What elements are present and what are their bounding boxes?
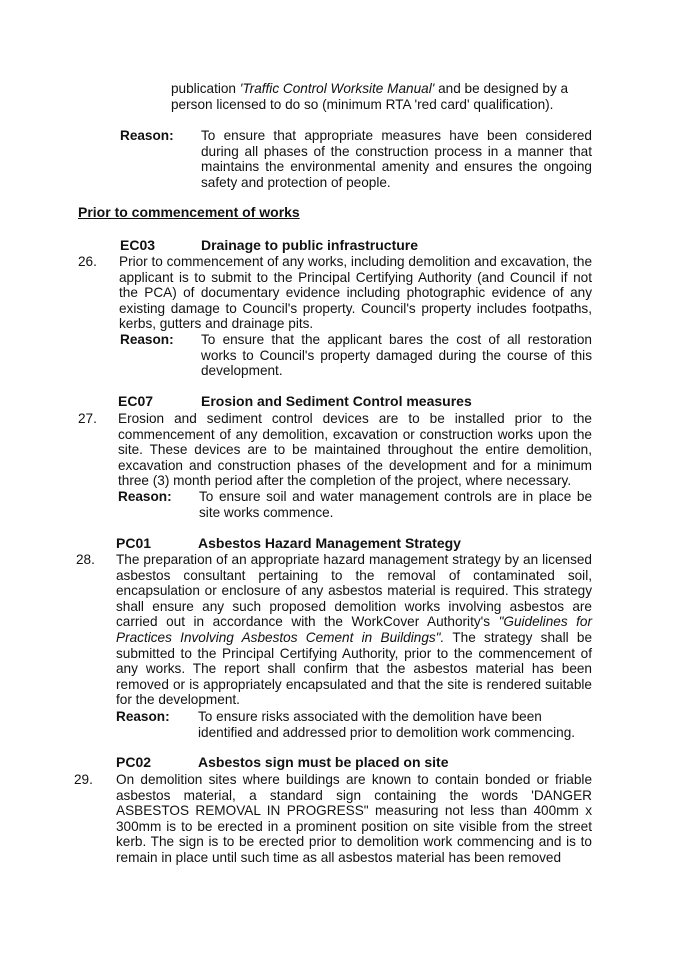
condition-reason-label: Reason: (116, 709, 170, 724)
intro-line-1-text: publication (171, 81, 240, 96)
intro-reason-text: To ensure that appropriate measures have been considered during all phases of the construction process in a manner that maintains the environmental amenity and ensures the ongoing safety and protection of people. (201, 128, 592, 190)
condition-reason-label: Reason: (118, 489, 172, 504)
condition-title: Asbestos sign must be placed on site (198, 754, 449, 770)
condition-reason-label: Reason: (120, 332, 174, 347)
condition-body-text: The preparation of an appropriate hazard management strategy by an licensed asbestos consultant pertaining to the removal of contaminated soil, encapsulation or enclosure of any asbestos material is required. This strategy shall ensure any such proposed demolition works involving asbestos are carried out in accordance with the WorkCover Authority's (116, 552, 592, 630)
condition-body (116, 552, 592, 708)
condition-number: 29. (74, 772, 93, 787)
condition-code: EC07 (118, 393, 154, 409)
manual-title: 'Traffic Control Worksite Manual' (239, 81, 435, 96)
condition-body: Prior to commencement of any works, including demolition and excavation, the applicant is to submit to the Principal Certifying Authority (and Council if not the PCA) of documentary evidence including photographic evidence of any existing damage to Council's property. Council's property includes footpaths, kerbs, gutters and drainage pits. (119, 254, 593, 332)
condition-title: Asbestos Hazard Management Strategy (198, 535, 461, 551)
condition-code: EC03 (120, 237, 156, 253)
condition-body: On demolition sites where buildings are known to contain bonded or friable asbestos material, a standard sign containing the words 'DANGER ASBESTOS REMOVAL IN PROGRESS" measuring not less than 400mm x 300mm is to be erected in a prominent position on site visible from the street kerb. The sign is to be erected prior to demolition work commencing and is to remain in place until such time as all asbestos material has been removed (116, 772, 592, 865)
intro-reason-label: Reason: (120, 128, 174, 143)
condition-number: 26. (78, 254, 97, 269)
intro-line-1 (171, 81, 592, 97)
intro-line-2: person licensed to do so (minimum RTA 'red card' qualification). (171, 96, 554, 112)
condition-reason-text: To ensure soil and water management controls are in place be site works commence. (199, 489, 592, 520)
condition-reason-text: To ensure risks associated with the demolition have been identified and addressed prior to demolition work commencing. (198, 709, 576, 740)
section-heading: Prior to commencement of works (78, 204, 300, 220)
guidelines-title: "Guidelines for Practices Involving Asbestos Cement in Buildings". (116, 614, 593, 645)
condition-reason-text: To ensure that the applicant bares the cost of all restoration works to Council's property damaged during the course of this development. (201, 332, 592, 379)
condition-body-text: The strategy shall be submitted to the Principal Certifying Authority, prior to the commencement of any works. The report shall confirm that the asbestos material has been removed or is appropriately encapsulated and that the site is rendered suitable for the development. (116, 629, 593, 708)
condition-number: 28. (76, 552, 95, 567)
condition-number: 27. (78, 411, 97, 426)
condition-code: PC02 (116, 754, 152, 770)
condition-title: Erosion and Sediment Control measures (201, 393, 472, 409)
condition-body: Erosion and sediment control devices are to be installed prior to the commencement of any demolition, excavation or construction works upon the site. These devices are to be maintained throughout the entire demolition, excavation and construction phases of the development and for a minimum three (3) month period after the completion of the project, where necessary. (118, 411, 592, 489)
intro-line-1-end: and be designed by a (434, 81, 569, 96)
intro-continuation (171, 81, 592, 112)
condition-code: PC01 (116, 535, 152, 551)
condition-title: Drainage to public infrastructure (201, 237, 419, 253)
